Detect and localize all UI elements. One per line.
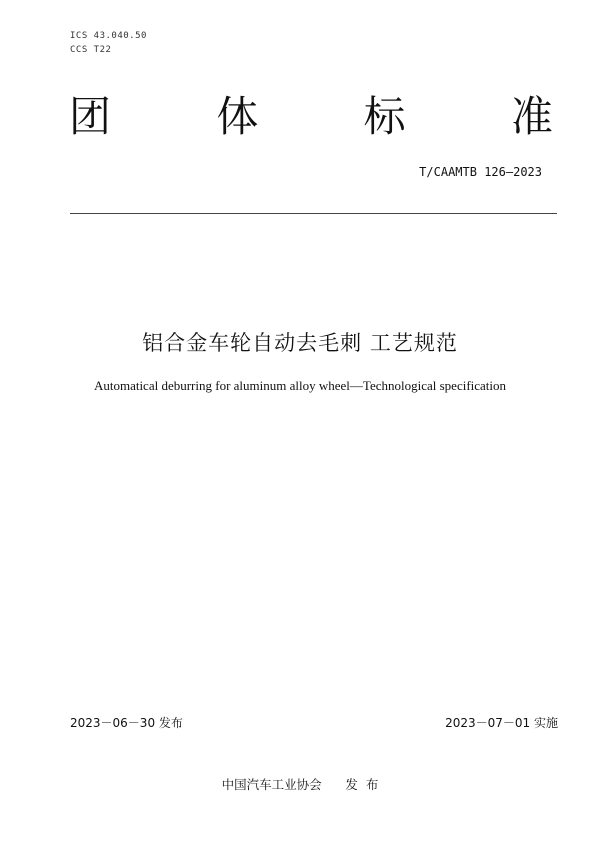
implementation-date: 2023－07－01 实施 — [445, 716, 558, 730]
group-standard-banner — [66, 92, 556, 142]
issue-date: 2023－06－30 发布 — [70, 716, 183, 730]
banner-char-2: 体 — [216, 92, 259, 141]
standard-number: T/CAAMTB 126—2023 — [419, 165, 542, 179]
title-chinese: 铝合金车轮自动去毛刺 工艺规范 — [142, 331, 458, 355]
publisher: 中国汽车工业协会 发 布 — [221, 777, 379, 792]
banner-char-4: 准 — [510, 92, 553, 141]
header-divider — [70, 213, 557, 214]
banner-char-1: 团 — [68, 92, 111, 141]
ccs-code: CCS T22 — [70, 45, 112, 55]
banner-char-3: 标 — [363, 92, 406, 141]
ics-code: ICS 43.040.50 — [70, 31, 147, 41]
title-english: Automatical deburring for aluminum alloy wheel—Technological specification — [93, 378, 507, 393]
